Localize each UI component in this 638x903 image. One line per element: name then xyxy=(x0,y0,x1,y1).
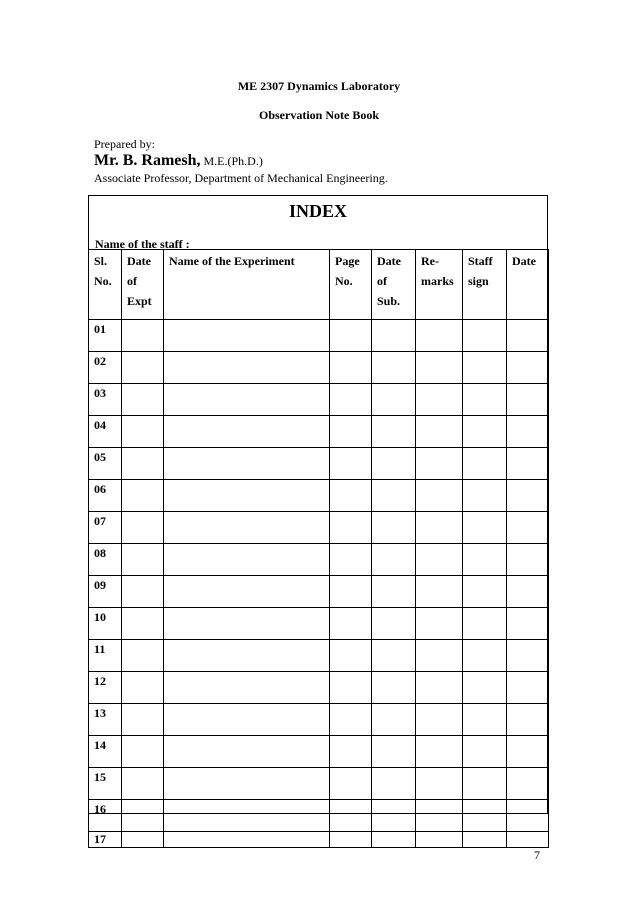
table-row xyxy=(89,640,549,672)
empty-cell xyxy=(416,384,463,416)
author-line xyxy=(94,152,263,170)
empty-cell xyxy=(416,608,463,640)
empty-cell xyxy=(330,640,372,672)
empty-cell xyxy=(416,544,463,576)
empty-cell xyxy=(372,448,416,480)
empty-cell xyxy=(372,672,416,704)
serial-number-cell: 15 xyxy=(89,768,122,800)
column-header-label: Date of Expt xyxy=(127,254,152,308)
prepared-by-label: Prepared by: xyxy=(94,137,155,151)
empty-cell xyxy=(463,768,507,800)
serial-number-cell: 14 xyxy=(89,736,122,768)
serial-number-cell: 04 xyxy=(89,416,122,448)
empty-cell xyxy=(122,512,164,544)
empty-cell xyxy=(164,384,330,416)
empty-cell xyxy=(416,480,463,512)
empty-cell xyxy=(330,672,372,704)
serial-number-cell: 10 xyxy=(89,608,122,640)
table-row xyxy=(89,832,549,848)
empty-cell xyxy=(507,832,549,848)
empty-cell xyxy=(330,384,372,416)
empty-cell xyxy=(372,480,416,512)
empty-cell xyxy=(372,416,416,448)
empty-cell xyxy=(164,576,330,608)
empty-cell xyxy=(507,480,549,512)
empty-cell xyxy=(507,640,549,672)
empty-cell xyxy=(507,704,549,736)
column-header xyxy=(507,250,549,320)
empty-cell xyxy=(122,352,164,384)
empty-cell xyxy=(122,768,164,800)
empty-cell xyxy=(507,768,549,800)
serial-number-cell: 02 xyxy=(89,352,122,384)
serial-number-cell: 09 xyxy=(89,576,122,608)
column-header xyxy=(372,250,416,320)
empty-cell xyxy=(330,800,372,832)
empty-cell xyxy=(416,320,463,352)
table-row xyxy=(89,704,549,736)
empty-cell xyxy=(416,512,463,544)
empty-cell xyxy=(372,736,416,768)
empty-cell xyxy=(122,448,164,480)
author-position: Associate Professor, Department of Mechanical Engineering. xyxy=(94,171,388,185)
empty-cell xyxy=(463,480,507,512)
empty-cell xyxy=(122,640,164,672)
empty-cell xyxy=(122,608,164,640)
page-number: 7 xyxy=(534,848,540,862)
serial-number-cell: 06 xyxy=(89,480,122,512)
book-title: Observation Note Book xyxy=(259,108,379,122)
empty-cell xyxy=(164,640,330,672)
table-row xyxy=(89,736,549,768)
empty-cell xyxy=(507,384,549,416)
empty-cell xyxy=(463,544,507,576)
empty-cell xyxy=(330,416,372,448)
empty-cell xyxy=(507,544,549,576)
empty-cell xyxy=(164,736,330,768)
empty-cell xyxy=(463,576,507,608)
index-table xyxy=(88,249,549,848)
empty-cell xyxy=(330,320,372,352)
staff-name-label: Name of the staff : xyxy=(95,237,190,251)
empty-cell xyxy=(330,352,372,384)
empty-cell xyxy=(463,608,507,640)
serial-number-cell: 08 xyxy=(89,544,122,576)
empty-cell xyxy=(463,672,507,704)
empty-cell xyxy=(164,704,330,736)
table-row xyxy=(89,544,549,576)
empty-cell xyxy=(122,832,164,848)
empty-cell xyxy=(416,704,463,736)
column-header-label: Name of the Experiment xyxy=(169,254,295,268)
column-header xyxy=(164,250,330,320)
column-header-label: Staff sign xyxy=(468,254,493,288)
empty-cell xyxy=(122,704,164,736)
course-title: ME 2307 Dynamics Laboratory xyxy=(237,79,401,93)
empty-cell xyxy=(507,352,549,384)
empty-cell xyxy=(507,800,549,832)
empty-cell xyxy=(416,352,463,384)
table-row xyxy=(89,384,549,416)
empty-cell xyxy=(122,480,164,512)
empty-cell xyxy=(416,448,463,480)
serial-number-cell: 03 xyxy=(89,384,122,416)
empty-cell xyxy=(416,672,463,704)
empty-cell xyxy=(372,704,416,736)
empty-cell xyxy=(164,352,330,384)
empty-cell xyxy=(463,352,507,384)
serial-number-cell: 11 xyxy=(89,640,122,672)
empty-cell xyxy=(416,576,463,608)
column-header xyxy=(463,250,507,320)
table-row xyxy=(89,672,549,704)
empty-cell xyxy=(122,576,164,608)
empty-cell xyxy=(330,512,372,544)
empty-cell xyxy=(330,736,372,768)
empty-cell xyxy=(330,768,372,800)
empty-cell xyxy=(164,416,330,448)
empty-cell xyxy=(507,576,549,608)
table-body xyxy=(89,320,549,848)
empty-cell xyxy=(372,768,416,800)
column-header-label: Date xyxy=(512,254,536,268)
table-row xyxy=(89,800,549,832)
empty-cell xyxy=(463,736,507,768)
column-header xyxy=(416,250,463,320)
empty-cell xyxy=(330,608,372,640)
empty-cell xyxy=(122,416,164,448)
column-header-label: Date of Sub. xyxy=(377,254,401,308)
empty-cell xyxy=(507,672,549,704)
empty-cell xyxy=(330,832,372,848)
empty-cell xyxy=(507,448,549,480)
empty-cell xyxy=(122,384,164,416)
empty-cell xyxy=(372,640,416,672)
empty-cell xyxy=(164,832,330,848)
table-row xyxy=(89,320,549,352)
empty-cell xyxy=(507,320,549,352)
table-row xyxy=(89,576,549,608)
empty-cell xyxy=(416,640,463,672)
empty-cell xyxy=(416,768,463,800)
table-row xyxy=(89,608,549,640)
empty-cell xyxy=(164,608,330,640)
empty-cell xyxy=(416,800,463,832)
empty-cell xyxy=(164,672,330,704)
empty-cell xyxy=(164,480,330,512)
table-row xyxy=(89,768,549,800)
empty-cell xyxy=(122,672,164,704)
table-row xyxy=(89,416,549,448)
column-header-label: Sl. No. xyxy=(94,254,112,288)
empty-cell xyxy=(463,832,507,848)
column-header xyxy=(89,250,122,320)
empty-cell xyxy=(372,352,416,384)
empty-cell xyxy=(164,448,330,480)
author-name: Mr. B. Ramesh, xyxy=(94,152,201,169)
empty-cell xyxy=(164,800,330,832)
empty-cell xyxy=(122,800,164,832)
empty-cell xyxy=(463,512,507,544)
empty-cell xyxy=(507,416,549,448)
column-header xyxy=(330,250,372,320)
empty-cell xyxy=(507,608,549,640)
serial-number-cell: 16 xyxy=(89,800,122,832)
empty-cell xyxy=(507,512,549,544)
table-row xyxy=(89,480,549,512)
column-header-label: Re- marks xyxy=(421,254,454,288)
empty-cell xyxy=(164,544,330,576)
empty-cell xyxy=(164,512,330,544)
serial-number-cell: 13 xyxy=(89,704,122,736)
empty-cell xyxy=(507,736,549,768)
empty-cell xyxy=(164,320,330,352)
empty-cell xyxy=(416,736,463,768)
empty-cell xyxy=(463,448,507,480)
author-qualification: M.E.(Ph.D.) xyxy=(200,154,263,168)
empty-cell xyxy=(122,544,164,576)
empty-cell xyxy=(122,736,164,768)
empty-cell xyxy=(372,576,416,608)
empty-cell xyxy=(330,480,372,512)
empty-cell xyxy=(463,384,507,416)
serial-number-cell: 07 xyxy=(89,512,122,544)
empty-cell xyxy=(463,704,507,736)
empty-cell xyxy=(372,544,416,576)
table-row xyxy=(89,352,549,384)
empty-cell xyxy=(372,800,416,832)
column-header-label: Page No. xyxy=(335,254,360,288)
table-row xyxy=(89,512,549,544)
empty-cell xyxy=(164,768,330,800)
empty-cell xyxy=(372,512,416,544)
table-header-row xyxy=(89,250,549,320)
empty-cell xyxy=(330,576,372,608)
table-row xyxy=(89,448,549,480)
serial-number-cell: 17 xyxy=(89,832,122,848)
empty-cell xyxy=(463,416,507,448)
empty-cell xyxy=(330,704,372,736)
empty-cell xyxy=(372,320,416,352)
serial-number-cell: 12 xyxy=(89,672,122,704)
empty-cell xyxy=(463,320,507,352)
serial-number-cell: 01 xyxy=(89,320,122,352)
empty-cell xyxy=(330,448,372,480)
empty-cell xyxy=(372,832,416,848)
empty-cell xyxy=(463,640,507,672)
empty-cell xyxy=(330,544,372,576)
empty-cell xyxy=(372,384,416,416)
empty-cell xyxy=(372,608,416,640)
empty-cell xyxy=(122,320,164,352)
column-header xyxy=(122,250,164,320)
empty-cell xyxy=(416,416,463,448)
serial-number-cell: 05 xyxy=(89,448,122,480)
empty-cell xyxy=(463,800,507,832)
index-title: INDEX xyxy=(288,201,347,221)
empty-cell xyxy=(416,832,463,848)
